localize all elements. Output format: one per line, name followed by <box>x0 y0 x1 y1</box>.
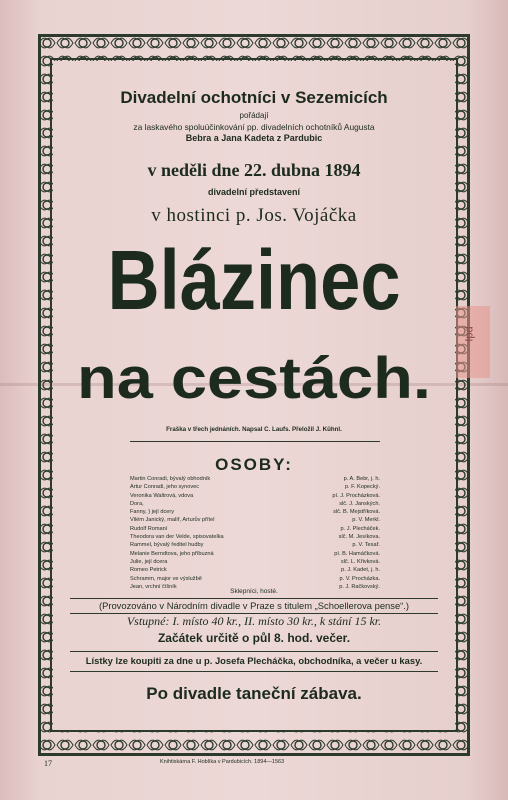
cast-row: Martin Conradi, bývalý obhodník p. A. Bebr, j. h. <box>130 476 380 482</box>
cast-row: Veronika Waltrová, vdova pí. J. Procházková. <box>130 492 380 499</box>
admission-prices: Vstupné: I. místo 40 kr., II. místo 30 kr., k stání 15 kr. <box>126 614 382 628</box>
divider <box>130 441 380 442</box>
cast-row: Artur Conradi, jeho synovec p. F. Kopecký. <box>130 484 380 491</box>
cast-row: Romeo Petrick p. J. Kadet, j. h. <box>130 567 380 574</box>
cast-row: Melanie Berndtova, jeho příbuzná pí. B. Hamáčková. <box>130 550 380 557</box>
play-subtitle: Fraška v třech jednáních. Napsal C. Laufs. Přeložil J. Kühnl. <box>166 426 342 433</box>
cast-row: Dora, slč. J. Janských. <box>130 500 380 507</box>
after-show-dance: Po divadle taneční zábava. <box>146 684 362 703</box>
cast-row: Vilém Janický, malíř, Arturův přítel p. V. Merkl. <box>130 517 380 524</box>
play-title: Blázinec <box>107 233 401 327</box>
cast-row: Theodora van der Velde, spisovatelka slč. M. Jesíkova. <box>130 534 380 541</box>
cast-row: Rudolf Romaní p. J. Plecháček. <box>130 525 380 532</box>
prague-note: (Provozováno v Národním divadle v Praze s titulem „Schoellerova pense“.) <box>98 600 410 611</box>
performance-date: v neděli dne 22. dubna 1894 <box>147 160 361 180</box>
divider <box>70 651 438 652</box>
extras-line: Sklepníci, hosté. <box>230 588 278 595</box>
cast-row: Jean, vrchní číšník p. J. Račkovský. <box>130 583 380 590</box>
cooperation-line-1: za laskavého spoluúčinkování pp. divadelních ochotníků Augusta <box>133 122 375 132</box>
cooperation-line-2: Bebra a Jana Kadeta z Pardubic <box>185 133 323 143</box>
stamp-label: Ipd <box>463 326 476 342</box>
organizer-verb: pořádají <box>239 111 269 120</box>
venue-line: v hostinci p. Jos. Vojáčka <box>151 205 357 226</box>
cast-row: Rammel, bývalý ředitel hudby p. V. Tesař. <box>130 542 380 549</box>
cast-row: Schramm, major ve výslužbě p. V. Procházka. <box>130 575 380 582</box>
cast-list <box>130 475 380 591</box>
cast-row: Julie, její dcera slč. L. Křivková. <box>130 558 380 565</box>
corner-mark: 17 <box>44 759 52 768</box>
performance-type: divadelní představení <box>207 187 301 197</box>
divider <box>70 671 438 672</box>
play-title-line-2: na cestách. <box>77 346 431 411</box>
organizer-heading: Divadelní ochotníci v Sezemicích <box>120 88 388 107</box>
start-time: Začátek určitě o půl 8. hod. večer. <box>157 631 351 645</box>
cast-heading: OSOBY: <box>215 455 293 474</box>
ticket-info: Lístky lze koupiti za dne u p. Josefa Plecháčka, obchodníka, a večer u kasy. <box>85 655 423 666</box>
divider <box>70 598 438 599</box>
printer-imprint: Knihtiskárna F. Hoblíka v Pardubicích. 1894—1563 <box>160 759 285 765</box>
cast-row: Fanny, } její dcery slč. B. Mejstříková. <box>130 509 380 516</box>
